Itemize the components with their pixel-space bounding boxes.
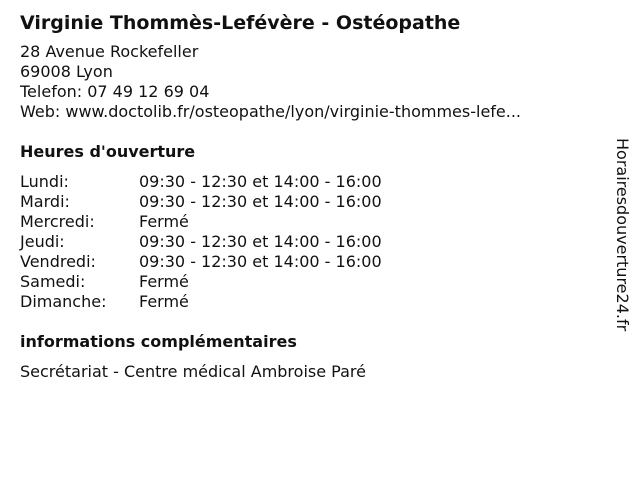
hours-row-mercredi: [20, 212, 600, 232]
hours-day: Lundi:: [20, 172, 69, 191]
hours-row-vendredi: [20, 252, 600, 272]
hours-day: Samedi:: [20, 272, 86, 291]
hours-row-samedi: [20, 272, 600, 292]
hours-time: 09:30 - 12:30 et 14:00 - 16:00: [139, 172, 382, 191]
opening-hours-title: Heures d'ouverture: [20, 142, 196, 161]
hours-day: Dimanche:: [20, 292, 107, 311]
site-brand-label: Horairesdouverture24.fr: [613, 138, 632, 332]
hours-time: Fermé: [139, 272, 189, 291]
address-line-2: 69008 Lyon: [20, 62, 113, 81]
address-line-1: 28 Avenue Rockefeller: [20, 42, 199, 61]
website-url: Web: www.doctolib.fr/osteopathe/lyon/virginie-thommes-lefe...: [20, 102, 522, 121]
hours-time: 09:30 - 12:30 et 14:00 - 16:00: [139, 252, 382, 271]
hours-day: Mardi:: [20, 192, 70, 211]
hours-row-mardi: [20, 192, 600, 212]
hours-time: 09:30 - 12:30 et 14:00 - 16:00: [139, 192, 382, 211]
hours-time: 09:30 - 12:30 et 14:00 - 16:00: [139, 232, 382, 251]
hours-day: Mercredi:: [20, 212, 95, 231]
additional-information-text: Secrétariat - Centre médical Ambroise Paré: [20, 362, 366, 381]
hours-time: Fermé: [139, 292, 189, 311]
hours-day: Vendredi:: [20, 252, 96, 271]
hours-time: Fermé: [139, 212, 189, 231]
phone-number: Telefon: 07 49 12 69 04: [20, 82, 210, 101]
hours-row-lundi: [20, 172, 600, 192]
opening-hours-list: [20, 172, 600, 312]
hours-day: Jeudi:: [20, 232, 65, 251]
additional-information-title: informations complémentaires: [20, 332, 297, 351]
business-name: Virginie Thommès-Lefévère - Ostéopathe: [20, 12, 461, 34]
hours-row-dimanche: [20, 292, 600, 312]
hours-row-jeudi: [20, 232, 600, 252]
business-card: [20, 10, 600, 382]
